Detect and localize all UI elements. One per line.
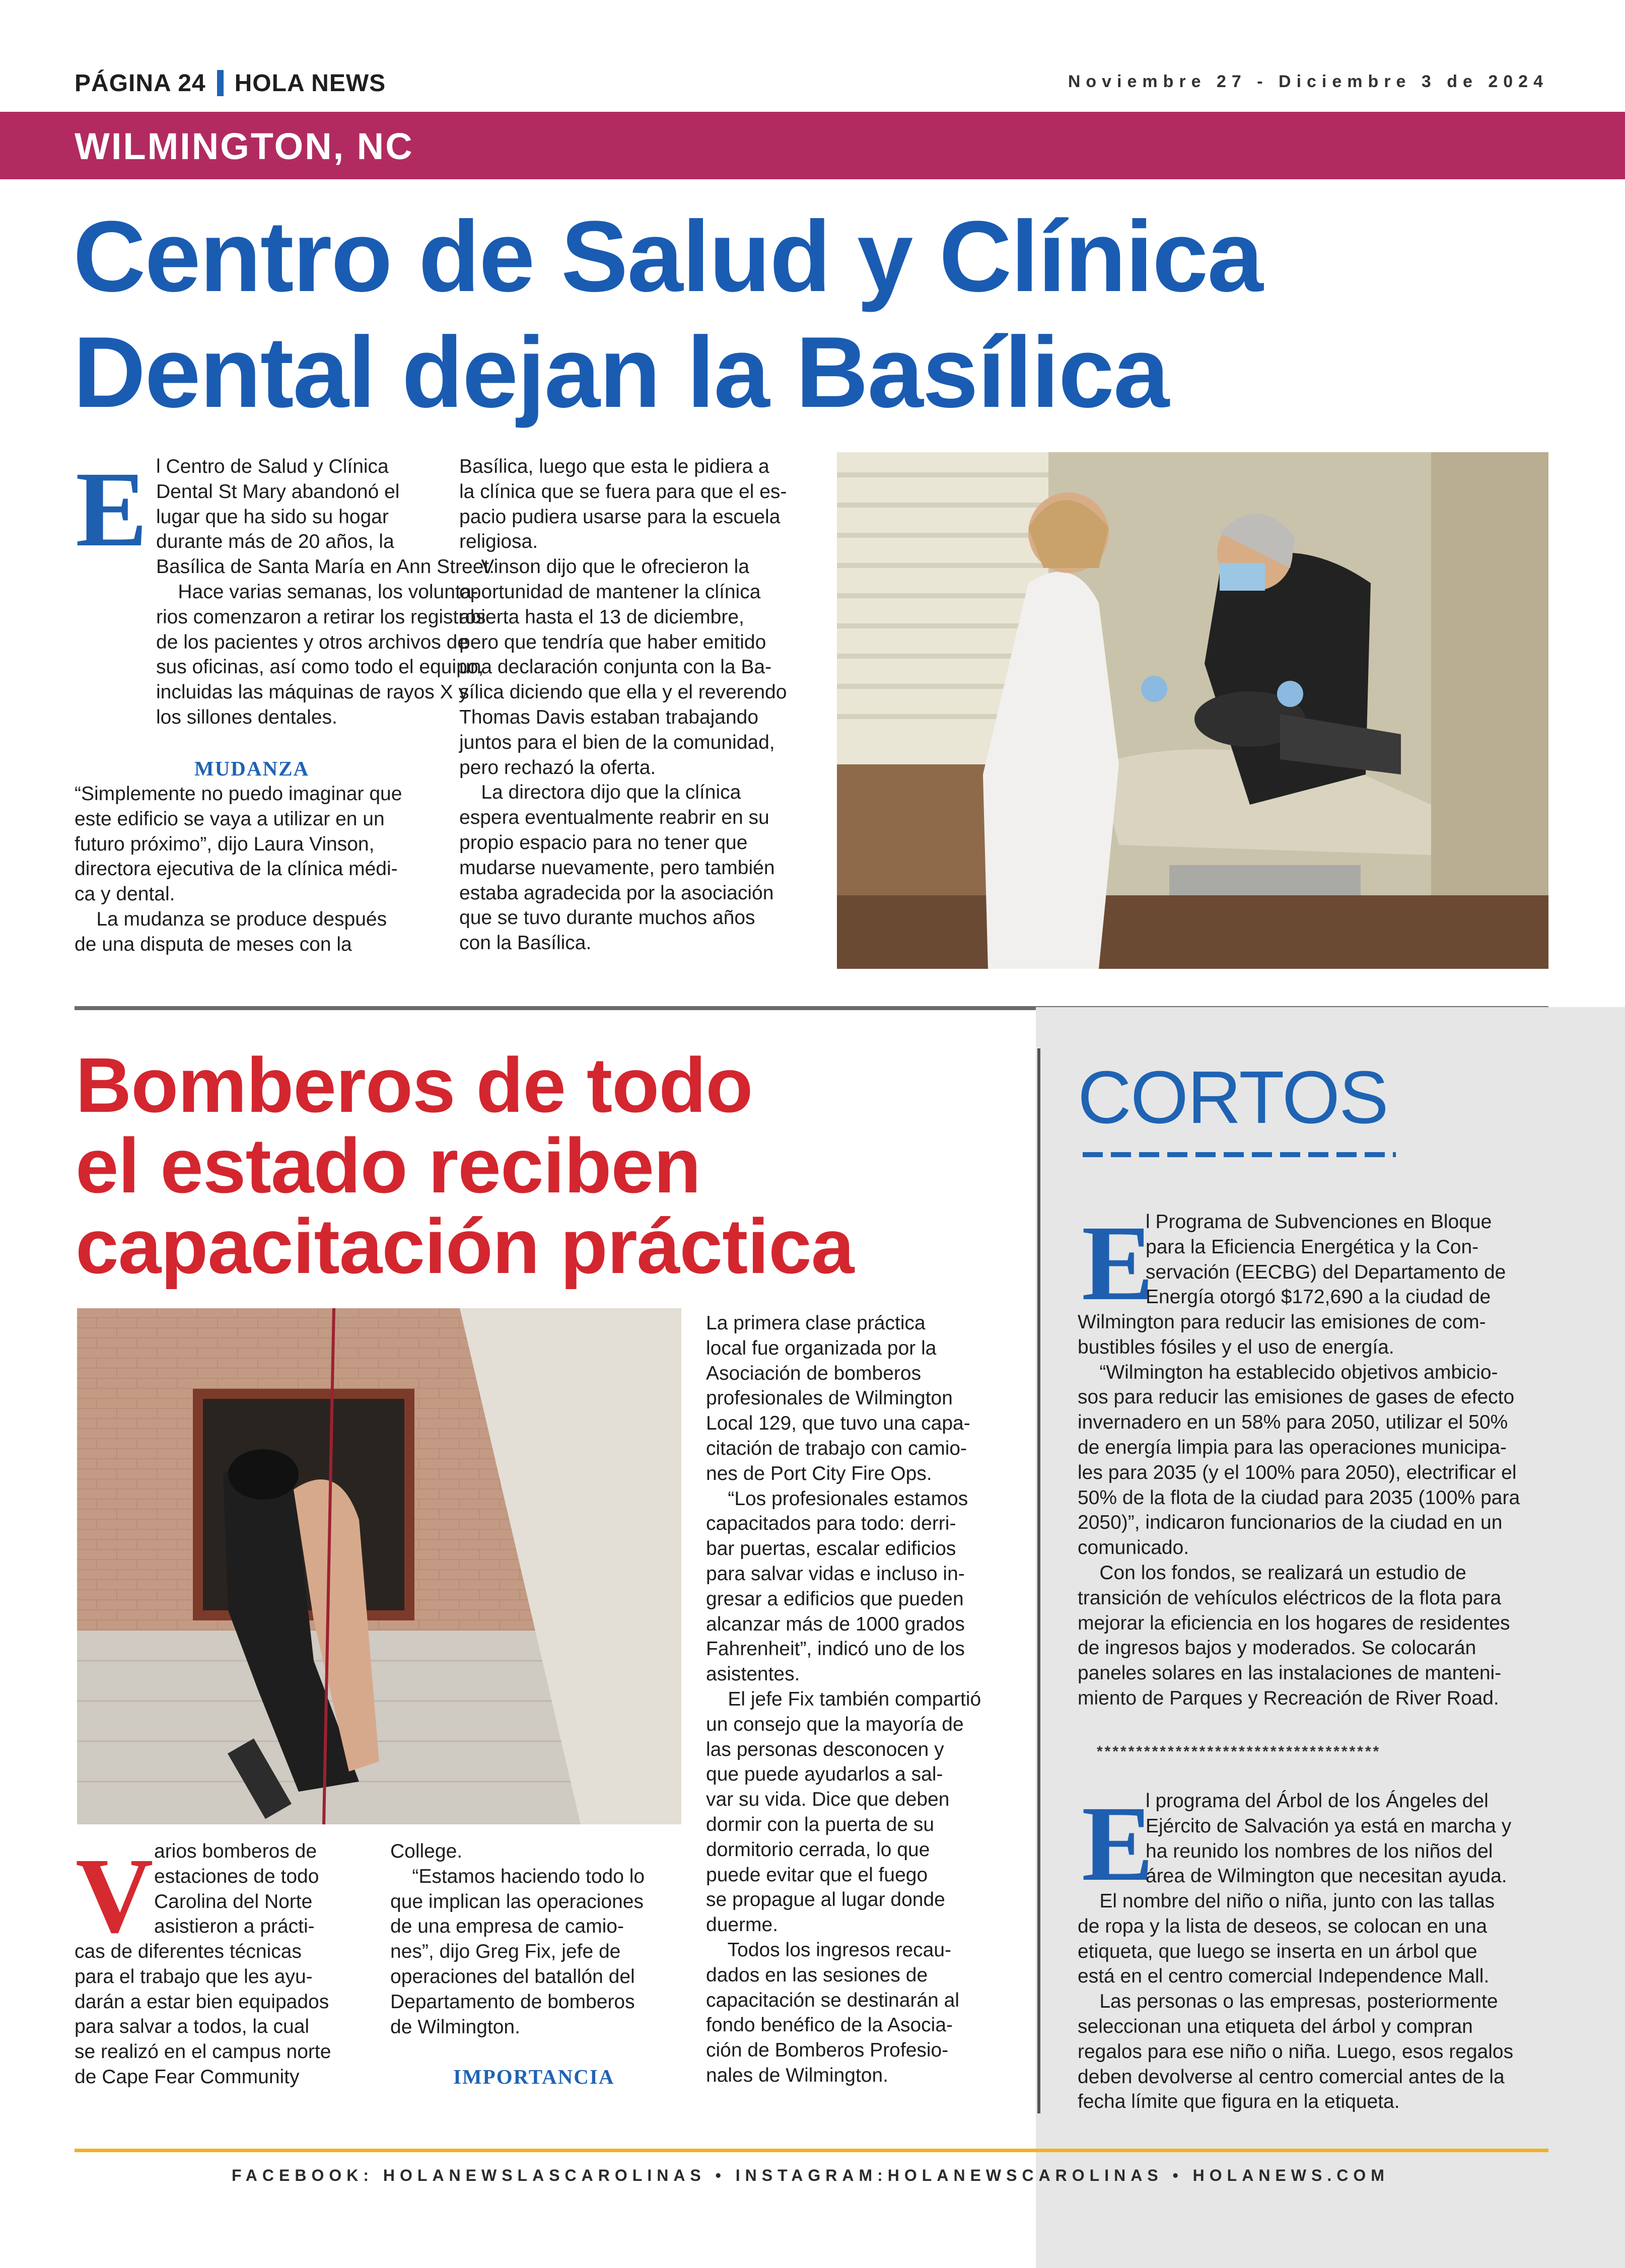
cortos-separator: ************************************ [1097, 1743, 1381, 1760]
sidebar-rule [1037, 1048, 1040, 2113]
cortos-item1-intro: l Programa de Subvenciones en Bloque para la Eficiencia Energética y la Con- servación (EECBG) del Departamento de Energía otorgó $172,690 a la ciudad de [1146, 1211, 1506, 1308]
cortos-underline [1083, 1152, 1396, 1157]
footer-rule [75, 2149, 1548, 2152]
article2-dropcap: V [76, 1836, 154, 1955]
article1-dropcap: E [76, 450, 148, 569]
article2-headline: Bomberos de todo el estado reciben capacitación práctica [76, 1042, 854, 1290]
location-label: WILMINGTON, NC [75, 125, 414, 167]
footer-social-links: FACEBOOK: HOLANEWSLASCAROLINAS • INSTAGRAM:HOLANEWSCAROLINAS • HOLANEWS.COM [232, 2166, 1389, 2184]
article2-col2-body: College. “Estamos haciendo todo lo que implican las operaciones de una empresa de camio- nes”, dijo Greg Fix, jefe de operaciones del batallón del Departamento de bomberos de Wilmington. [390, 1840, 645, 2038]
page-header [75, 69, 386, 97]
article1-col2-body: Basílica, luego que esta le pidiera a la clínica que se fuera para que el es- pacio pudiera usarse para la escuela religiosa. Vinson dijo que le ofrecieron la oportunidad de mantener la clínica abierta hasta el 13 de diciembre, pero que tendría que haber emitido una declaración conjunta con la Ba- sílica diciendo que ella y el reverendo Thomas Davis estaban trabajando juntos para el bien de la comunidad, pero rechazó la oferta. La directora dijo que la clínica espera eventualmente reabrir en su propio espacio para no tener que mudarse nuevamente, pero también estaba agradecida por la asociación que se tuvo durante muchos años con la Basílica. [459, 456, 787, 954]
dental-clinic-photo [837, 452, 1548, 969]
cortos-item2-dropcap: E [1082, 1784, 1154, 1903]
issue-date: Noviembre 27 - Diciembre 3 de 2024 [1068, 72, 1548, 91]
article2-col3-body: La primera clase práctica local fue organizada por la Asociación de bomberos profesionales de Wilmington Local 129, que tuvo una capa- citación de trabajo con camio- nes de Port City Fire Ops. “Los profesionales estamos capacitados para todo: derri- bar puertas, escalar edificios para salvar vidas e incluso in- gresar a edificios que pueden alcanzar más de 1000 grados Fahrenheit”, indicó uno de los asistentes. El jefe Fix también compartió un consejo que la mayoría de las personas desconocen y que puede ayudarlos a sal- var su vida. Dice que deben dormir con la puerta de su dormitorio cerrada, lo que puede evitar que el fuego se propague al lugar donde duerme. Todos los ingresos recau- dados en las sesiones de capacitación se destinarán al fondo benéfico de la Asocia- ción de Bomberos Profesio- nales de Wilmington. [706, 1312, 981, 2086]
firefighter-training-photo [77, 1308, 681, 1824]
page-number: PÁGINA 24 [75, 70, 206, 97]
article2-col1-intro: arios bomberos de estaciones de todo Carolina del Norte asistieron a prácti- [154, 1840, 319, 1938]
article1-subhead: MUDANZA [194, 757, 310, 780]
cortos-title: CORTOS [1078, 1056, 1388, 1139]
cortos-item2-intro: l programa del Árbol de los Ángeles del Ejército de Salvación ya está en marcha y ha reunido los nombres de los niños del área de Wilmington que necesitan ayuda. [1146, 1790, 1512, 1887]
article1-col1-intro: l Centro de Salud y Clínica Dental St Mary abandonó el lugar que ha sido su hogar durante más de 20 años, la Basílica de Santa María en Ann Street. Hace varias semanas, los volunta- rios comenzaron a retirar los registros de los pacientes y otros archivos de sus oficinas, así como todo el equipo, incluidas las máquinas de rayos X y los sillones dentales. [156, 456, 495, 728]
article2-col1-body: cas de diferentes técnicas para el trabajo que les ayu- darán a estar bien equipados para salvar a todos, la cual se realizó en el campus norte de Cape Fear Community [75, 1941, 331, 2088]
publication-name: HOLA NEWS [234, 70, 386, 97]
article1-col1-body: “Simplemente no puedo imaginar que este edificio se vaya a utilizar en un futuro próximo”, dijo Laura Vinson, directora ejecutiva de la clínica médi- ca y dental. La mudanza se produce después de una disputa de meses con la [75, 783, 402, 955]
cortos-item1-dropcap: E [1082, 1203, 1154, 1323]
article1-headline: Centro de Salud y Clínica Dental dejan la Basílica [73, 200, 1262, 429]
cortos-item2-body: El nombre del niño o niña, junto con las tallas de ropa y la lista de deseos, se colocan en una etiqueta, que luego se inserta en un árbol que está en el centro comercial Independence Mall. Las personas o las empresas, posteriormente seleccionan una etiqueta del árbol y compran regalos para ese niño o niña. Luego, esos regalos deben devolverse al centro comercial antes de la fecha límite que figura en la etiqueta. [1078, 1890, 1514, 2113]
header-divider [217, 70, 224, 96]
cortos-item1-body: Wilmington para reducir las emisiones de com- bustibles fósiles y el uso de energía. “Wilmington ha establecido objetivos ambicio- sos para reducir las emisiones de gases de efecto invernadero en un 58% para 2050, utilizar el 50% de energía limpia para las operaciones municipa- les para 2035 (y el 100% para 2050), electrificar el 50% de la flota de la ciudad para 2035 (100% para 2050)”, indicaron funcionarios de la ciudad en un comunicado. Con los fondos, se realizará un estudio de transición de vehículos eléctricos de la flota para mejorar la eficiencia en los hogares de residentes de ingresos bajos y moderados. Se colocarán paneles solares en las instalaciones de manteni- miento de Parques y Recreación de River Road. [1078, 1311, 1520, 1709]
article2-subhead: IMPORTANCIA [453, 2065, 615, 2088]
